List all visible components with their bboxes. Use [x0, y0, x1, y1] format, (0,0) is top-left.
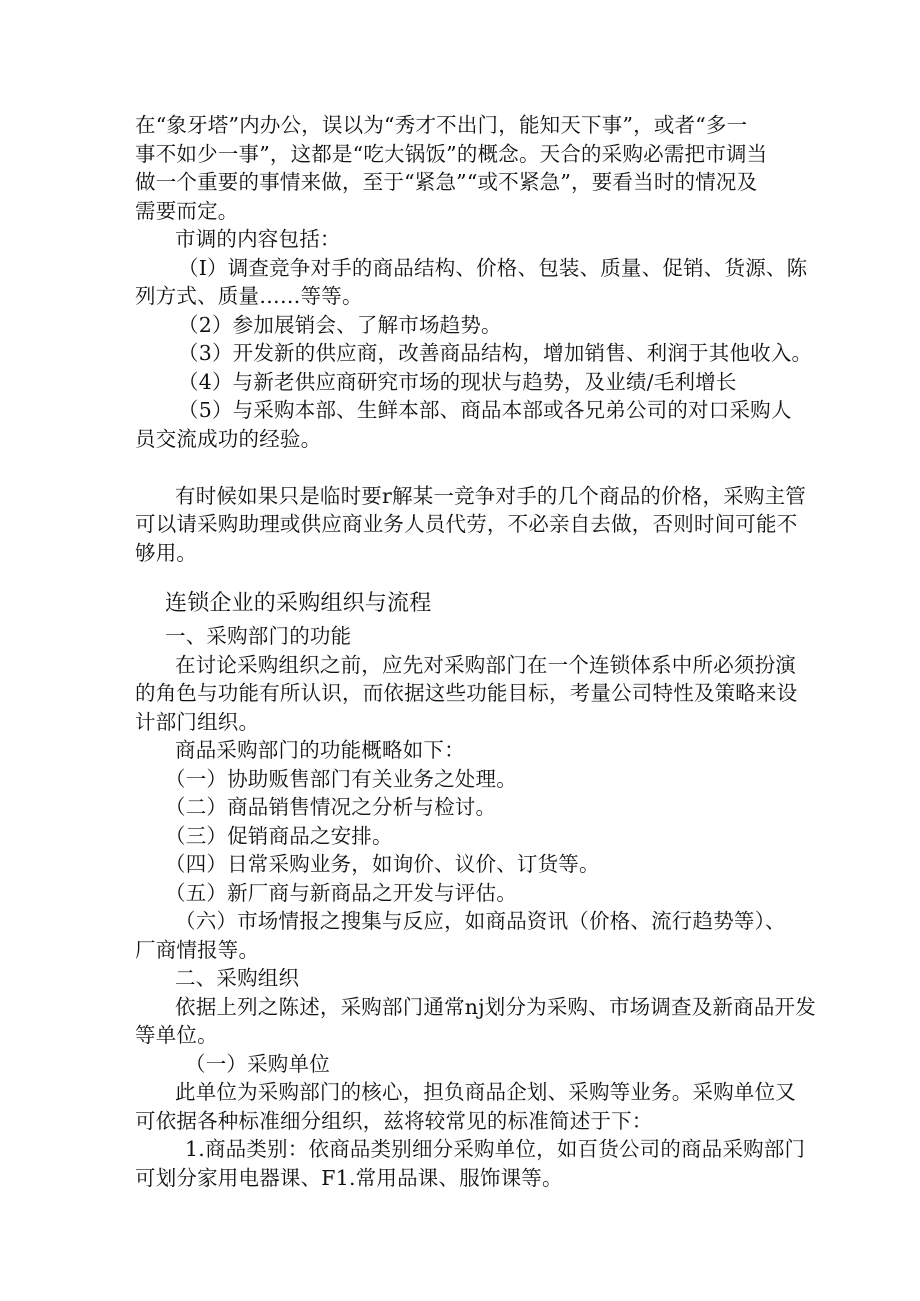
- list-item: （三）促销商品之安排。: [165, 824, 393, 848]
- list-item: （六）市场情报之搜集与反应，如商品资讯（价格、流行趋势等）、: [175, 909, 786, 933]
- list-item: （5）与采购本部、生鲜本部、商品本部或各兄弟公司的对口采购人: [178, 398, 792, 422]
- list-item: （4）与新老供应商研究市场的现状与趋势，及业绩/毛利增长: [178, 370, 737, 394]
- paragraph-line: 可依据各种标准细分组织，兹将较常见的标准简述于下：: [135, 1109, 653, 1133]
- subsection-heading: 一、采购部门的功能: [165, 624, 352, 648]
- list-item: （2）参加展销会、了解市场趋势。: [178, 313, 502, 337]
- list-item: （3）开发新的供应商，改善商品结构，增加销售、利润于其他收入。: [178, 341, 813, 365]
- list-item-continuation: 厂商情报等。: [135, 938, 260, 962]
- list-item-continuation: 员交流成功的经验。: [135, 427, 322, 451]
- list-item: （一）协助贩售部门有关业务之处理。: [165, 767, 517, 791]
- paragraph-line: 需要而定。: [135, 199, 239, 223]
- paragraph-line: 此单位为采购部门的核心，担负商品企划、采购等业务。采购单位又: [175, 1080, 796, 1104]
- subsection-heading: 二、采购组织: [175, 966, 300, 990]
- paragraph-line: 依据上列之陈述，采购部门通常nj划分为采购、市场调查及新商品开发: [175, 995, 816, 1019]
- paragraph-line: 等单位。: [135, 1023, 218, 1047]
- paragraph-line: 有时候如果只是临时要r解某一竞争对手的几个商品的价格，采购主管: [175, 484, 806, 508]
- paragraph-line: 的角色与功能有所认识，而依据这些功能目标，考量公司特性及策略来设: [135, 681, 798, 705]
- paragraph-line: 计部门组织。: [135, 710, 260, 734]
- paragraph-line: 可划分家用电器课、F1.常用品课、服饰课等。: [135, 1166, 563, 1190]
- paragraph-line: 在讨论采购组织之前，应先对采购部门在一个连锁体系中所必须扮演: [175, 653, 796, 677]
- list-item: （五）新厂商与新商品之开发与评估。: [165, 881, 517, 905]
- list-item: （四）日常采购业务，如询价、议价、订货等。: [165, 852, 600, 876]
- paragraph-line: 在“象牙塔”内办公，误以为“秀才不出门，能知天下事”，或者“多一: [135, 113, 748, 137]
- list-item-continuation: 列方式、质量……等等。: [135, 284, 363, 308]
- paragraph-line: 事不如少一事”，这都是“吃大锅饭”的概念。天合的采购必需把市调当: [135, 142, 768, 166]
- list-item: （二）商品销售情况之分析与检讨。: [165, 795, 497, 819]
- list-item: （I）调查竞争对手的商品结构、价格、包装、质量、促销、货源、陈: [178, 256, 808, 280]
- paragraph-line: 1.商品类别：依商品类别细分采购单位，如百货公司的商品采购部门: [185, 1137, 806, 1161]
- paragraph-line: 够用。: [135, 541, 198, 565]
- section-title: 连锁企业的采购组织与流程: [165, 591, 432, 616]
- paragraph-line: 做一个重要的事情来做，至于“紧急”“或不紧急”，要看当时的情况及: [135, 170, 758, 194]
- subsection-heading: （一）采购单位: [185, 1052, 330, 1076]
- list-intro: 商品采购部门的功能概略如下：: [175, 738, 465, 762]
- list-intro: 市调的内容包括：: [175, 227, 341, 251]
- paragraph-line: 可以请采购助理或供应商业务人员代劳，不必亲自去做，否则时间可能不: [135, 512, 798, 536]
